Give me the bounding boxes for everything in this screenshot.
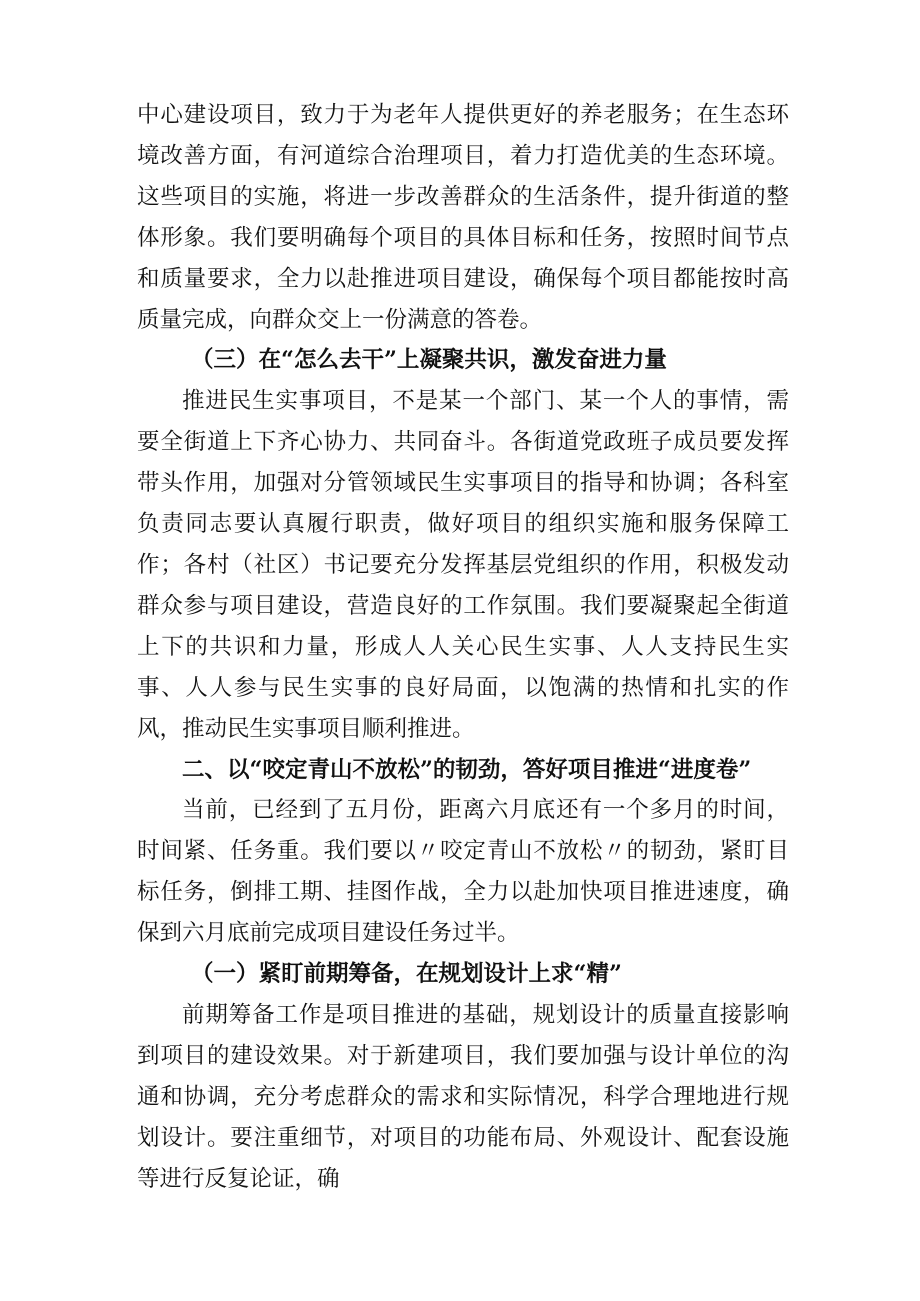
chapter-heading-2: 二、以“咬定青山不放松”的韧劲，答好项目推进“进度卷” — [182, 756, 752, 783]
paragraph: 推进民生实事项目，不是某一个部门、某一个人的事情，需要全街道上下齐心协力、共同奋斗。各街道党政班子成员要发挥带头作用，加强对分管领域民生实事项目的指导和协调；各科室负责同志要认真履行职责，做好项目的组织实施和服务保障工作；各村（社区）书记要充分发挥基层党组织的作用，积极发动群众参与项目建设，营造良好的工作氛围。我们要凝聚起全街道上下的共识和力量，形成人人关心民生实事、人人支持民生实事、人人参与民生实事的良好局面，以饱满的热情和扎实的作风，推动民生实事项目顺利推进。 — [137, 388, 789, 742]
paragraph: 前期筹备工作是项目推进的基础，规划设计的质量直接影响到项目的建设效果。对于新建项目，我们要加强与设计单位的沟通和协调，充分考虑群众的需求和实际情况，科学合理地进行规划设计。要注重细节，对项目的功能布局、外观设计、配套设施等进行反复论证，确 — [137, 1001, 789, 1192]
paragraph-continued: 中心建设项目，致力于为老年人提供更好的养老服务；在生态环境改善方面，有河道综合治理项目，着力打造优美的生态环境。这些项目的实施，将进一步改善群众的生活条件，提升街道的整体形象。我们要明确每个项目的具体目标和任务，按照时间节点和质量要求，全力以赴推进项目建设，确保每个项目都能按时高质量完成，向群众交上一份满意的答卷。 — [137, 102, 789, 333]
section-heading-3: （三）在“怎么去干”上凝聚共识，激发奋进力量 — [191, 347, 667, 374]
paragraph: 当前，已经到了五月份，距离六月底还有一个多月的时间，时间紧、任务重。我们要以〃咬定青山不放松〃的韧劲，紧盯目标任务，倒排工期、挂图作战，全力以赴加快项目推进速度，确保到六月底前完成项目建设任务过半。 — [137, 797, 789, 947]
document-page — [137, 95, 789, 1199]
section-heading-1: （一）紧盯前期筹备，在规划设计上求“精” — [191, 961, 622, 988]
